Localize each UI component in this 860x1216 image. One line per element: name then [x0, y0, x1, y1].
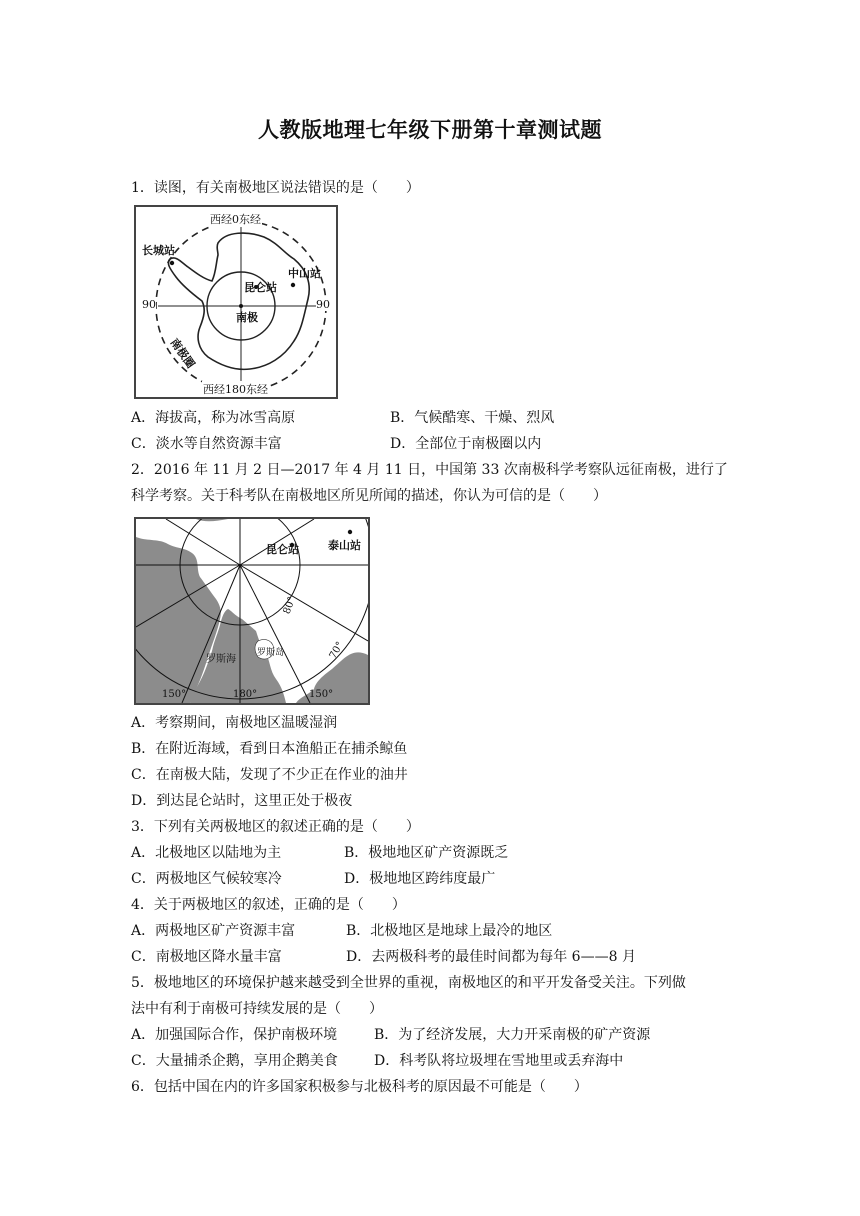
kunlun-station-label: 昆仑站	[244, 281, 277, 294]
q1-option-a: A．海拔高，称为冰雪高原	[131, 410, 296, 426]
question-1-stem: 1．读图，有关南极地区说法错误的是（ ）	[131, 180, 420, 196]
q5-option-b: B．为了经济发展，大力开采南极的矿产资源	[374, 1027, 651, 1043]
lat-70-label: 70°	[327, 640, 347, 661]
q4-option-a: A．两极地区矿产资源丰富	[131, 923, 296, 939]
south-pole-label: 南极	[236, 311, 258, 324]
q3-option-c: C．两极地区气候较寒冷	[131, 871, 282, 887]
ross-sea-label: 罗斯海	[206, 654, 236, 665]
south-pole-dot	[239, 304, 243, 308]
map1-left-label: 90	[142, 298, 156, 311]
q3-option-a: A．北极地区以陆地为主	[131, 845, 282, 861]
q1-option-b: B．气候酷寒、干燥、烈风	[390, 410, 555, 426]
q5-option-c: C．大量捕杀企鹅，享用企鹅美食	[131, 1053, 338, 1069]
antarctic-circle-label: 南极圈	[167, 336, 198, 371]
map1-right-label: 90	[316, 298, 330, 311]
q2-option-b: B．在附近海域，看到日本渔船正在捕杀鲸鱼	[131, 741, 408, 757]
question-2-stem-line2: 科学考察。关于科考队在南极地区所见所闻的描述，你认为可信的是（ ）	[131, 488, 607, 504]
taishan-station-label: 泰山站	[328, 539, 361, 552]
zhongshan-dot	[291, 283, 295, 287]
lon-150e-label: 150°	[309, 689, 334, 700]
q1-option-d: D．全部位于南极圈以内	[390, 436, 542, 452]
q4-option-b: B．北极地区是地球上最冷的地区	[346, 923, 553, 939]
question-3-stem: 3．下列有关两极地区的叙述正确的是（ ）	[131, 819, 420, 835]
lat-80-label: 80°	[281, 595, 299, 616]
page-title: 人教版地理七年级下册第十章测试题	[258, 118, 602, 142]
q2-option-c: C．在南极大陆，发现了不少正在作业的油井	[131, 767, 408, 783]
map1-bottom-label: 西经180东经	[203, 383, 268, 396]
q5-option-d: D．科考队将垃圾埋在雪地里或丢弃海中	[374, 1053, 624, 1069]
zhongshan-station-label: 中山站	[288, 267, 321, 280]
antarctica-map-1	[134, 205, 338, 399]
ross-sea-map	[134, 517, 370, 705]
taishan-dot	[348, 530, 352, 534]
q4-option-d: D．去两极科考的最佳时间都为每年 6——8 月	[346, 949, 636, 965]
question-2-stem-line1: 2．2016 年 11 月 2 日—2017 年 4 月 11 日，中国第 33 次南极科学考察队远征南极，进行了	[131, 462, 728, 478]
q3-option-b: B．极地地区矿产资源既乏	[344, 845, 509, 861]
q5-option-a: A．加强国际合作，保护南极环境	[131, 1027, 338, 1043]
lon-180-label: 180°	[233, 689, 258, 700]
question-5-stem-line2: 法中有利于南极可持续发展的是（ ）	[131, 1001, 383, 1017]
q4-option-c: C．南极地区降水量丰富	[131, 949, 282, 965]
lon-150w-label: 150°	[162, 689, 187, 700]
q3-option-d: D．极地地区跨纬度最广	[344, 871, 496, 887]
changcheng-station-label: 长城站	[142, 244, 175, 257]
kunlun-station-label-2: 昆仑站	[266, 543, 299, 556]
map1-top-label: 西经0东经	[210, 213, 261, 226]
q1-option-c: C．淡水等自然资源丰富	[131, 436, 282, 452]
question-4-stem: 4．关于两极地区的叙述，正确的是（ ）	[131, 897, 406, 913]
ross-island-label: 罗斯岛	[257, 648, 285, 658]
changcheng-dot	[170, 261, 174, 265]
q2-option-d: D．到达昆仑站时，这里正处于极夜	[131, 793, 353, 809]
question-5-stem-line1: 5．极地地区的环境保护越来越受到全世界的重视，南极地区的和平开发备受关注。下列做	[131, 975, 686, 991]
question-6-stem: 6．包括中国在内的许多国家积极参与北极科考的原因最不可能是（ ）	[131, 1079, 588, 1095]
q2-option-a: A．考察期间，南极地区温暖湿润	[131, 715, 338, 731]
